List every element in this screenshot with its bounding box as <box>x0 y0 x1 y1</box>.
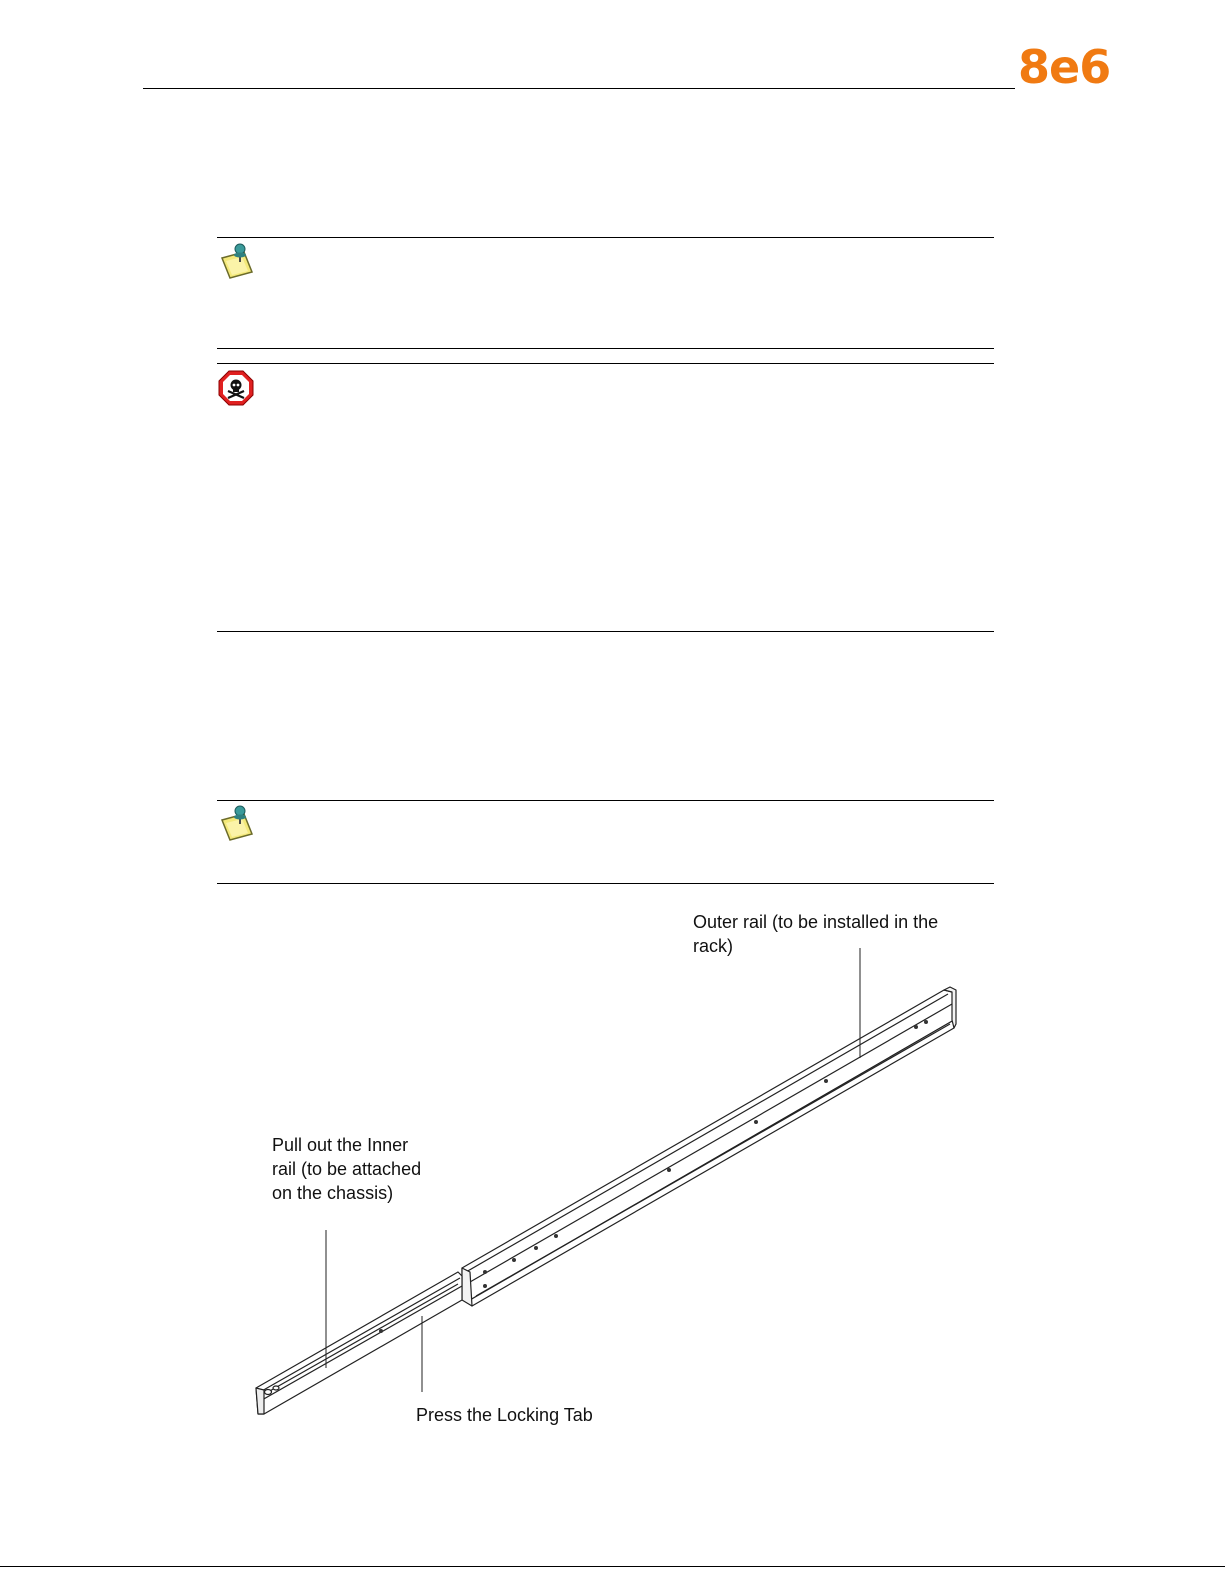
header-rule <box>143 88 1015 89</box>
locking-tab-label: Press the Locking Tab <box>416 1405 593 1425</box>
inner-rail-label: Pull out the Inner rail (to be attached on the chassis) <box>272 1135 422 1203</box>
warning-top-rule <box>217 363 994 364</box>
brand-logo <box>1018 40 1111 94</box>
brand-logo-text: 8e6 <box>1018 40 1111 94</box>
rail-illustration <box>240 930 980 1430</box>
note-pushpin-icon <box>218 242 258 287</box>
warning-skull-icon <box>217 369 255 412</box>
warning-bottom-rule <box>217 631 994 632</box>
outer-rail-label: Outer rail (to be installed in the rack) <box>693 912 939 956</box>
note-1-top-rule <box>217 237 994 238</box>
note-2-top-rule <box>217 800 994 801</box>
footer-rule <box>0 1566 1225 1567</box>
inner-rail <box>256 1272 462 1414</box>
note-pushpin-icon <box>218 804 258 849</box>
note-1-bottom-rule <box>217 348 994 349</box>
note-2-bottom-rule <box>217 883 994 884</box>
